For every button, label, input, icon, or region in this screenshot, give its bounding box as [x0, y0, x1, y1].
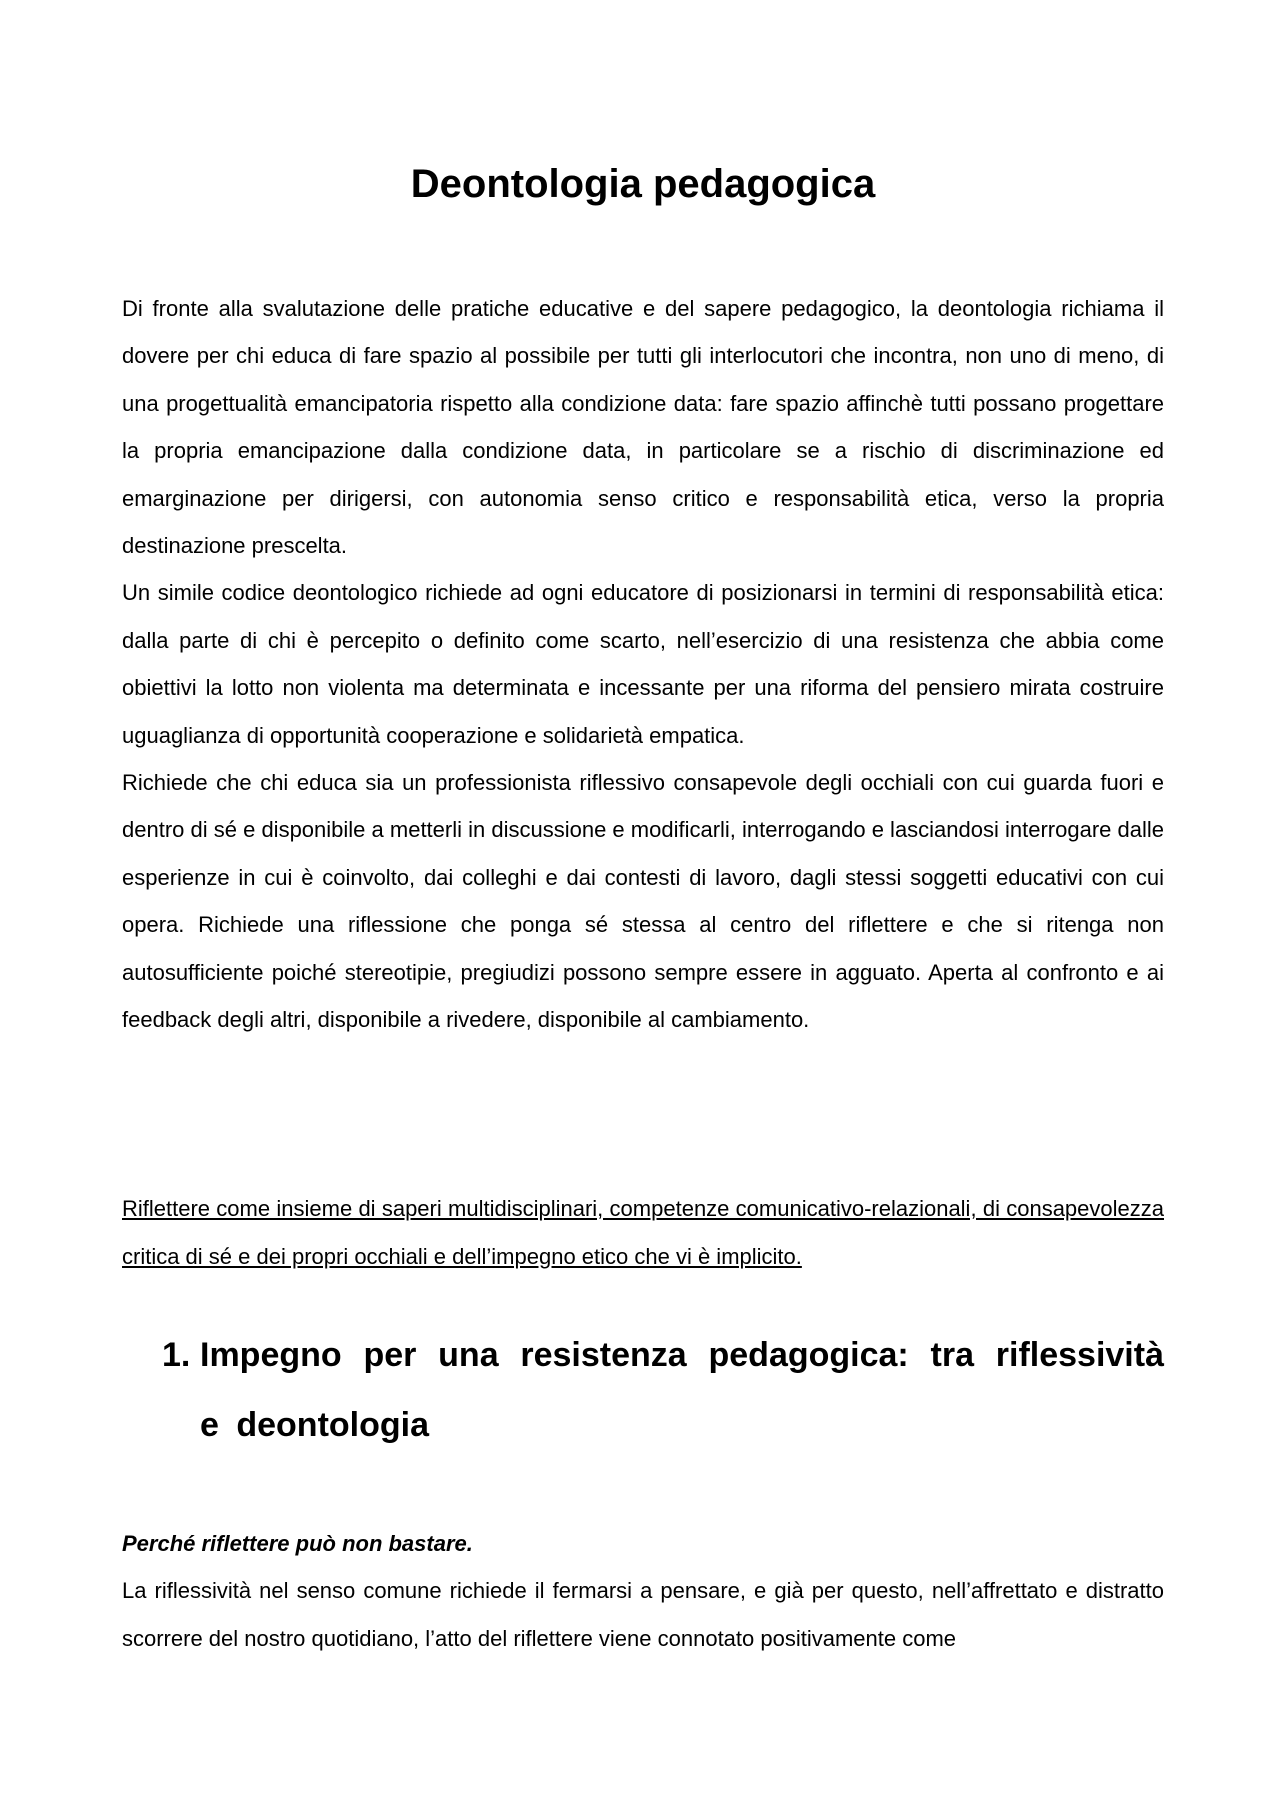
underlined-statement: Riflettere come insieme di saperi multidisciplinari, competenze comunicativo-relazionali, di consapevolezza critica di sé e dei propri occhiali e dell’impegno etico che vi è implicito.	[122, 1196, 1164, 1269]
paragraph-2: Un simile codice deontologico richiede ad ogni educatore di posizionarsi in termini di responsabilità etica: dalla parte di chi è percepito o definito come scarto, nell’esercizio di una resistenza che abbia come obiettivi la lotto non violenta ma determinata e incessante per una riforma del pensiero mirata costruire uguaglianza di opportunità cooperazione e solidarietà empatica.	[122, 580, 1164, 748]
paragraph-3: Richiede che chi educa sia un professionista riflessivo consapevole degli occhiali con cui guarda fuori e dentro di sé e disponibile a metterli in discussione e modificarli, interrogando e lasciandosi interrogare dalle esperienze in cui è coinvolto, dai colleghi e dai contesti di lavoro, dagli stessi soggetti educativi con cui opera. Richiede una riflessione che ponga sé stessa al centro del riflettere e che si ritenga non autosufficiente poiché stereotipie, pregiudizi possono sempre essere in agguato. Aperta al confronto e ai feedback degli altri, disponibile a rivedere, disponibile al cambiamento.	[122, 770, 1164, 1033]
subheading: Perché riflettere può non bastare.	[122, 1531, 473, 1556]
section-title: Impegno per una resistenza pedagogica: tra riflessività e deontologia	[200, 1336, 1164, 1444]
paragraph-4: La riflessività nel senso comune richiede il fermarsi a pensare, e già per questo, nell’affrettato e distratto scorrere del nostro quotidiano, l’atto del riflettere viene connotato positivamente come	[122, 1578, 1164, 1651]
section-heading	[162, 1320, 1164, 1460]
document-title: Deontologia pedagogica	[410, 162, 876, 206]
body-text	[122, 285, 1164, 1044]
paragraph-1: Di fronte alla svalutazione delle pratiche educative e del sapere pedagogico, la deontologia richiama il dovere per chi educa di fare spazio al possibile per tutti gli interlocutori che incontra, non uno di meno, di una progettualità emancipatoria rispetto alla condizione data: fare spazio affinchè tutti possano progettare la propria emancipazione dalla condizione data, in particolare se a rischio di discriminazione ed emarginazione per dirigersi, con autonomia senso critico e responsabilità etica, verso la propria destinazione prescelta.	[122, 296, 1164, 559]
section-number: 1.	[162, 1336, 191, 1374]
